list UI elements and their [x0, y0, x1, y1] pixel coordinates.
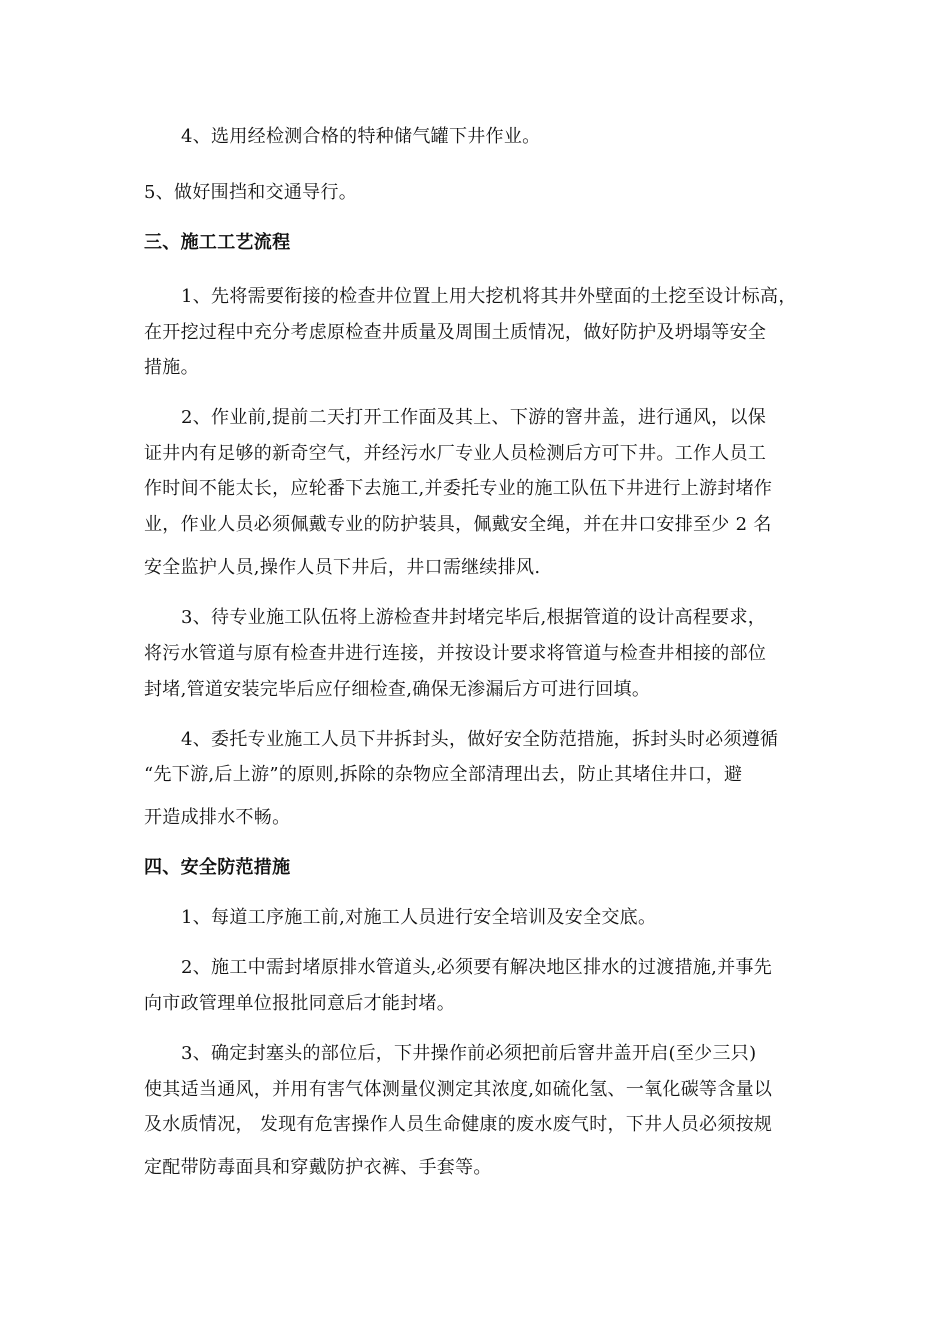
- s4-p3-line3: 及水质情况， 发现有危害操作人员生命健康的废水废气时，下井人员必须按规: [144, 1114, 773, 1135]
- s4-p3-line4: 定配带防毒面具和穿戴防护衣裤、手套等。: [144, 1157, 492, 1178]
- s3-p3-line3: 封堵,管道安装完毕后应仔细检查,确保无渗漏后方可进行回填。: [144, 679, 651, 700]
- s4-p2-line2: 向市政管理单位报批同意后才能封堵。: [144, 993, 456, 1014]
- s4-p3-line2: 使其适当通风，并用有害气体测量仪测定其浓度,如硫化氢、一氧化碳等含量以: [144, 1079, 773, 1100]
- s4-p2-line1: 2、施工中需封堵原排水管道头,必须要有解决地区排水的过渡措施,并事先: [181, 957, 773, 978]
- paragraph-item-5: 5、做好围挡和交通导行。: [144, 182, 358, 203]
- s3-p4-line1: 4、委托专业施工人员下井拆封头，做好安全防范措施，拆封头时必须遵循: [181, 729, 779, 750]
- s3-p2-line4: 业，作业人员必须佩戴专业的防护装具，佩戴安全绳，并在井口安排至少 2 名: [144, 514, 772, 535]
- s3-p1-line2: 在开挖过程中充分考虑原检查井质量及周围土质情况，做好防护及坍塌等安全: [144, 322, 767, 343]
- s4-p3-line1: 3、确定封塞头的部位后，下井操作前必须把前后窨井盖开启(至少三只): [181, 1043, 757, 1064]
- s3-p4-line2: “先下游,后上游”的原则,拆除的杂物应全部清理出去，防止其堵住井口，避: [144, 764, 743, 785]
- s3-p3-line1: 3、待专业施工队伍将上游检查井封堵完毕后,根据管道的设计高程要求，: [181, 607, 767, 628]
- s3-p2-line2: 证井内有足够的新奇空气，并经污水厂专业人员检测后方可下井。工作人员工: [144, 443, 767, 464]
- s3-p2-line3: 作时间不能太长，应轮番下去施工,并委托专业的施工队伍下井进行上游封堵作: [144, 478, 773, 499]
- section-heading-4: 四、安全防范措施: [144, 857, 291, 878]
- s3-p4-line3: 开造成排水不畅。: [144, 807, 291, 828]
- s3-p1-line1: 1、先将需要衔接的检查井位置上用大挖机将其井外壁面的土挖至设计标高，: [181, 286, 797, 307]
- s3-p1-line3: 措施。: [144, 357, 199, 378]
- s4-p1-line1: 1、每道工序施工前,对施工人员进行安全培训及安全交底。: [181, 907, 657, 928]
- section-heading-3: 三、施工工艺流程: [144, 232, 291, 253]
- s3-p3-line2: 将污水管道与原有检查井进行连接，并按设计要求将管道与检查井相接的部位: [144, 643, 767, 664]
- s3-p2-line5: 安全监护人员,操作人员下井后，井口需继续排风.: [144, 557, 541, 578]
- paragraph-item-4: 4、选用经检测合格的特种储气罐下井作业。: [181, 126, 541, 147]
- s3-p2-line1: 2、作业前,提前二天打开工作面及其上、下游的窨井盖，进行通风，以保: [181, 407, 767, 428]
